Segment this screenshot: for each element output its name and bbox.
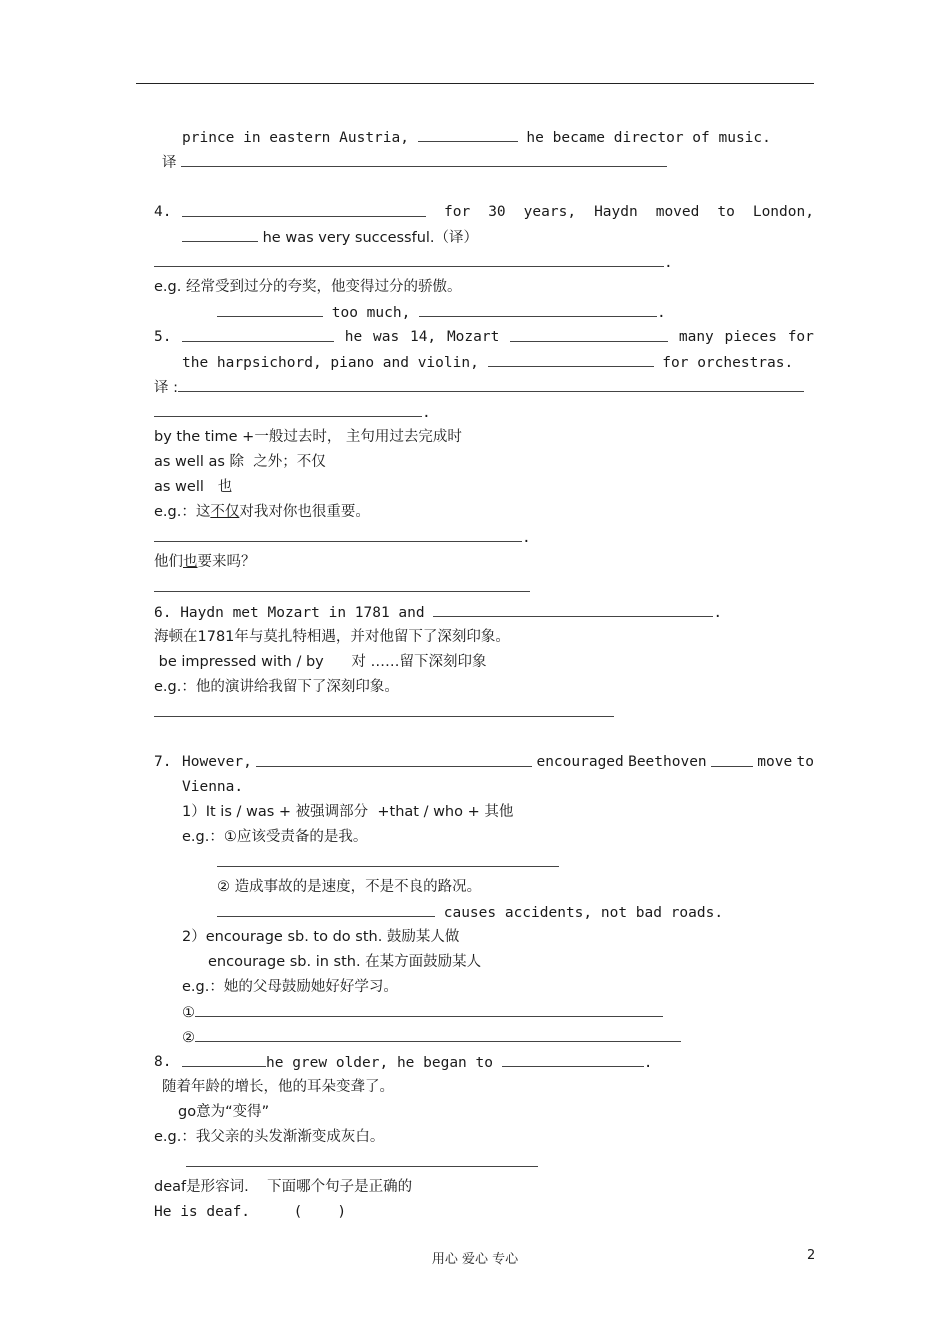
- note-as-well-as: as well as 除 之外；不仅: [154, 454, 326, 470]
- header-rule: [136, 83, 814, 84]
- q5-number: 5.: [154, 329, 172, 345]
- q6-example: e.g.：他的演讲给我留下了深刻印象。: [154, 679, 399, 695]
- q8-example-answer: [186, 1152, 538, 1173]
- q8-option: He is deaf. ( ): [154, 1204, 347, 1220]
- answer-blank[interactable]: [154, 577, 530, 592]
- q6-example-answer: [154, 702, 614, 723]
- note-by-the-time: by the time +一般过去时， 主句用过去完成时: [154, 429, 462, 445]
- note-as-well: as well 也: [154, 479, 233, 495]
- q7-rule2b: encourage sb. in sth. 在某方面鼓励某人: [208, 954, 482, 970]
- footer-slogan: 用心 爱心 专心: [431, 1252, 519, 1267]
- q7-example2-answer: causes accidents, not bad roads.: [217, 902, 723, 923]
- q5-translate: 译 :: [154, 377, 804, 398]
- answer-blank[interactable]: [419, 302, 657, 317]
- q4-line2: he was very successful.（译）: [182, 227, 478, 248]
- answer-blank[interactable]: [217, 852, 559, 867]
- q6-phrase: be impressed with / by 对 ……留下深刻印象: [154, 654, 487, 670]
- answer-blank[interactable]: [195, 1002, 663, 1017]
- q7-example1-answer: [217, 852, 559, 873]
- q3-translate: 译: [162, 152, 667, 173]
- answer-blank[interactable]: [510, 327, 668, 342]
- q8-chinese: 随着年龄的增长，他的耳朵变聋了。: [162, 1079, 394, 1095]
- q7-line1: However, encouraged Beethoven move to: [182, 754, 814, 770]
- note-question-answer: [154, 577, 530, 598]
- q8-example: e.g.：我父亲的头发渐渐变成灰白。: [154, 1129, 385, 1145]
- answer-blank[interactable]: [711, 752, 753, 767]
- answer-blank[interactable]: [488, 352, 654, 367]
- q7-line2: Vienna.: [182, 779, 244, 795]
- translation-blank[interactable]: [181, 152, 667, 167]
- q7-number: 7.: [154, 754, 172, 770]
- answer-blank[interactable]: [186, 1152, 538, 1167]
- note-question: 他们也要来吗？: [154, 554, 256, 570]
- q6-chinese: 海顿在1781年与莫扎特相遇，并对他留下了深刻印象。: [154, 629, 510, 645]
- q7-rule2: 2）encourage sb. to do sth. 鼓励某人做: [182, 929, 460, 945]
- q8-deaf-note: deaf是形容词. 下面哪个句子是正确的: [154, 1179, 413, 1195]
- q4-example-answer: too much, .: [217, 302, 666, 323]
- q7-answer1: ①: [182, 1002, 663, 1023]
- q8-line1: he grew older, he began to .: [182, 1052, 652, 1073]
- q7-example2: ② 造成事故的是速度，不是不良的路况。: [217, 879, 482, 895]
- q7-example1: e.g.：①应该受责备的是我。: [182, 829, 368, 845]
- answer-blank[interactable]: [217, 302, 323, 317]
- q8-go: go意为“变得”: [178, 1104, 270, 1120]
- answer-blank[interactable]: [217, 902, 435, 917]
- q5-line1: he was 14, Mozart many pieces for: [182, 327, 814, 347]
- answer-blank[interactable]: [154, 527, 522, 542]
- q4-line1: for 30 years, Haydn moved to London,: [182, 202, 814, 222]
- answer-blank[interactable]: [256, 752, 532, 767]
- answer-blank[interactable]: [182, 202, 426, 217]
- q4-example: e.g. 经常受到过分的夸奖，他变得过分的骄傲。: [154, 279, 462, 295]
- answer-blank[interactable]: [195, 1027, 681, 1042]
- q8-number: 8.: [154, 1054, 172, 1070]
- translation-blank[interactable]: [154, 252, 664, 267]
- q7-answer2: ②: [182, 1027, 681, 1048]
- q5-line2: the harpsichord, piano and violin, for orchestras.: [182, 352, 793, 373]
- note-example-answer: .: [154, 527, 531, 548]
- answer-blank[interactable]: [182, 227, 258, 242]
- answer-blank[interactable]: [433, 602, 713, 617]
- q3-line: prince in eastern Austria, he became director of music.: [182, 127, 771, 148]
- note-example: e.g.：这不仅对我对你也很重要。: [154, 504, 370, 520]
- answer-blank[interactable]: [182, 327, 334, 342]
- q6-line1: 6. Haydn met Mozart in 1781 and .: [154, 602, 722, 623]
- answer-blank[interactable]: [418, 127, 518, 142]
- q5-translate-cont: .: [154, 402, 431, 423]
- translation-blank[interactable]: [178, 377, 804, 392]
- translation-blank[interactable]: [154, 402, 422, 417]
- page-number: 2: [807, 1248, 816, 1263]
- q4-translation: .: [154, 252, 673, 273]
- answer-blank[interactable]: [182, 1052, 266, 1067]
- q7-example3: e.g.：她的父母鼓励她好好学习。: [182, 979, 398, 995]
- q4-number: 4.: [154, 204, 172, 220]
- q7-rule1: 1）It is / was + 被强调部分 +that / who + 其他: [182, 804, 514, 820]
- answer-blank[interactable]: [154, 702, 614, 717]
- answer-blank[interactable]: [502, 1052, 644, 1067]
